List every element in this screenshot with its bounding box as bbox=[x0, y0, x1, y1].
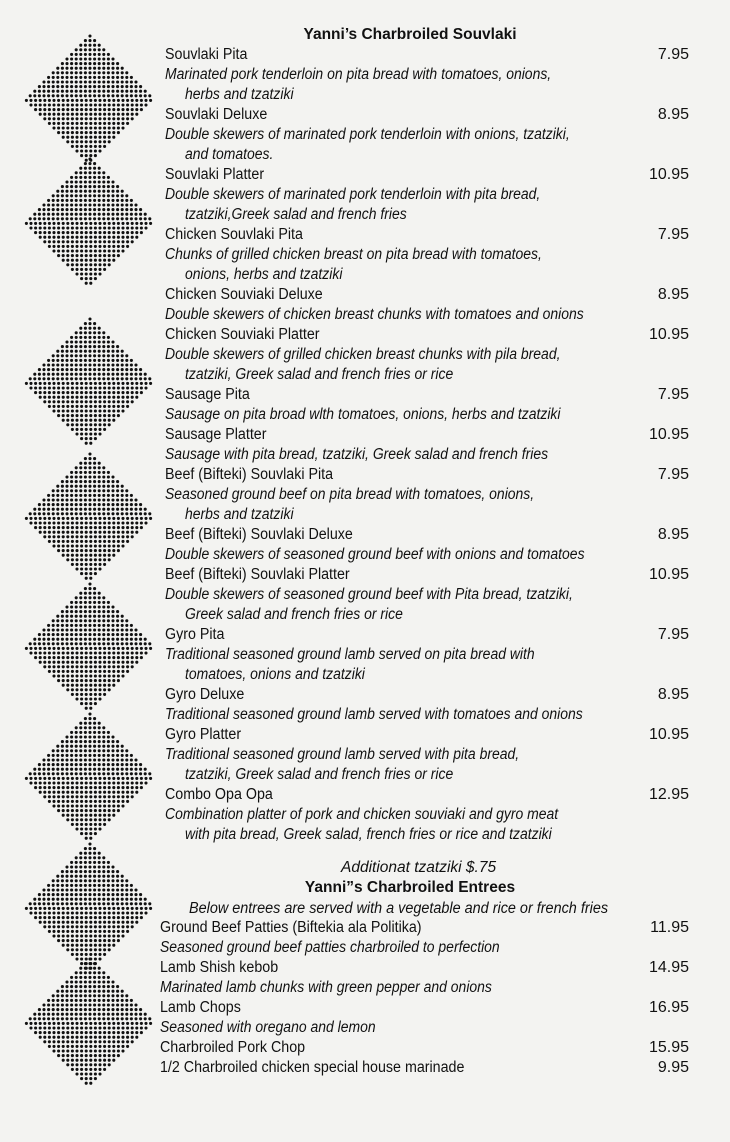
menu-item-description: Sausage on pita broad wlth tomatoes, onions, herbs and tzatziki bbox=[165, 406, 561, 423]
menu-item-price: 7.95 bbox=[657, 46, 689, 63]
tzatziki-note: Additionat tzatziki $.75 bbox=[341, 859, 497, 876]
menu-item-price: 10.95 bbox=[648, 566, 689, 583]
menu-item-name: Chicken Souviaki Platter bbox=[165, 326, 320, 343]
menu-item-description: tomatoes, onions and tzatziki bbox=[185, 666, 365, 683]
menu-item-price: 10.95 bbox=[648, 326, 689, 343]
menu-item-description: tzatziki, Greek salad and french fries or rice bbox=[185, 766, 454, 783]
menu-item-name: Chicken Souvlaki Pita bbox=[165, 226, 303, 243]
menu-item-price: 14.95 bbox=[648, 959, 689, 976]
menu-item-description: Traditional seasoned ground lamb served with pita bread, bbox=[165, 746, 520, 763]
menu-item-description: Traditional seasoned ground lamb served with tomatoes and onions bbox=[165, 706, 583, 723]
menu-item-description: Seasoned with oregano and lemon bbox=[160, 1019, 376, 1036]
menu-item-name: Lamb Chops bbox=[160, 999, 241, 1016]
menu-item-name: Gyro Deluxe bbox=[165, 686, 245, 703]
menu-item-description: Seasoned ground beef on pita bread with tomatoes, onions, bbox=[165, 486, 535, 503]
menu-item-price: 11.95 bbox=[650, 919, 689, 936]
menu-item-name: Souvlaki Deluxe bbox=[165, 106, 268, 123]
menu-item-price: 7.95 bbox=[657, 626, 689, 643]
menu-item-description: Double skewers of seasoned ground beef with onions and tomatoes bbox=[165, 546, 585, 563]
menu-item-description: Double skewers of seasoned ground beef with Pita bread, tzatziki, bbox=[165, 586, 573, 603]
menu-item-description: Sausage with pita bread, tzatziki, Greek salad and french fries bbox=[165, 446, 549, 463]
menu-item-description: tzatziki,Greek salad and french fries bbox=[185, 206, 407, 223]
menu-item-name: Gyro Pita bbox=[165, 626, 225, 643]
menu-item-description: Chunks of grilled chicken breast on pita bread with tomatoes, bbox=[165, 246, 542, 263]
menu-item-price: 8.95 bbox=[657, 286, 689, 303]
menu-item-price: 9.95 bbox=[657, 1059, 689, 1076]
menu-item-price: 7.95 bbox=[657, 466, 689, 483]
menu-item-description: onions, herbs and tzatziki bbox=[185, 266, 343, 283]
menu-item-name: Beef (Bifteki) Souvlaki Pita bbox=[165, 466, 334, 483]
menu-item-name: Beef (Bifteki) Souvlaki Platter bbox=[165, 566, 350, 583]
entrees-section-title: Yanni”s Charbroiled Entrees bbox=[304, 879, 516, 896]
menu-item-price: 8.95 bbox=[657, 106, 689, 123]
menu-item-description: tzatziki, Greek salad and french fries or rice bbox=[185, 366, 454, 383]
menu-item-price: 7.95 bbox=[657, 386, 689, 403]
menu-item-description: Traditional seasoned ground lamb served on pita bread with bbox=[165, 646, 535, 663]
menu-item-description: Combination platter of pork and chicken souviaki and gyro meat bbox=[165, 806, 559, 823]
menu-item-name: Beef (Bifteki) Souvlaki Deluxe bbox=[165, 526, 353, 543]
menu-item-description: with pita bread, Greek salad, french fries or rice and tzatziki bbox=[185, 826, 552, 843]
menu-item-price: 12.95 bbox=[648, 786, 689, 803]
menu-item-price: 10.95 bbox=[648, 166, 689, 183]
menu-item-description: Double skewers of grilled chicken breast chunks with pila bread, bbox=[165, 346, 561, 363]
menu-item-price: 8.95 bbox=[657, 686, 689, 703]
menu-item-description: herbs and tzatziki bbox=[185, 86, 294, 103]
menu-item-price: 7.95 bbox=[657, 226, 689, 243]
menu-item-name: Souvlaki Platter bbox=[165, 166, 265, 183]
menu-item-name: 1/2 Charbroiled chicken special house marinade bbox=[160, 1059, 465, 1076]
entrees-subtitle: Below entrees are served with a vegetable and rice or french fries bbox=[189, 900, 609, 917]
menu-item-price: 16.95 bbox=[648, 999, 689, 1016]
menu-item-name: Sausage Platter bbox=[165, 426, 267, 443]
menu-item-name: Combo Opa Opa bbox=[165, 786, 273, 803]
menu-item-name: Sausage Pita bbox=[165, 386, 250, 403]
menu-item-description: Seasoned ground beef patties charbroiled to perfection bbox=[160, 939, 500, 956]
menu-item-description: Double skewers of marinated pork tenderloin with pita bread, bbox=[165, 186, 541, 203]
menu-item-name: Charbroiled Pork Chop bbox=[160, 1039, 306, 1056]
decorative-diamond-border bbox=[20, 28, 160, 1088]
menu-item-description: Marinated pork tenderloin on pita bread with tomatoes, onions, bbox=[165, 66, 552, 83]
menu-item-price: 15.95 bbox=[648, 1039, 689, 1056]
menu-item-price: 8.95 bbox=[657, 526, 689, 543]
menu-item-price: 10.95 bbox=[648, 726, 689, 743]
menu-item-name: Chicken Souviaki Deluxe bbox=[165, 286, 323, 303]
menu-item-name: Ground Beef Patties (Biftekia ala Politika) bbox=[160, 919, 422, 936]
souvlaki-section-title: Yanni’s Charbroiled Souvlaki bbox=[303, 26, 517, 43]
menu-item-description: Double skewers of marinated pork tenderloin with onions, tzatziki, bbox=[165, 126, 570, 143]
menu-item-description: Greek salad and french fries or rice bbox=[185, 606, 403, 623]
menu-item-description: Double skewers of chicken breast chunks with tomatoes and onions bbox=[165, 306, 584, 323]
menu-item-name: Souvlaki Pita bbox=[165, 46, 248, 63]
menu-item-name: Lamb Shish kebob bbox=[160, 959, 279, 976]
menu-item-description: and tomatoes. bbox=[185, 146, 274, 163]
menu-item-price: 10.95 bbox=[648, 426, 689, 443]
menu-item-description: Marinated lamb chunks with green pepper and onions bbox=[160, 979, 492, 996]
menu-item-name: Gyro Platter bbox=[165, 726, 242, 743]
menu-item-description: herbs and tzatziki bbox=[185, 506, 294, 523]
